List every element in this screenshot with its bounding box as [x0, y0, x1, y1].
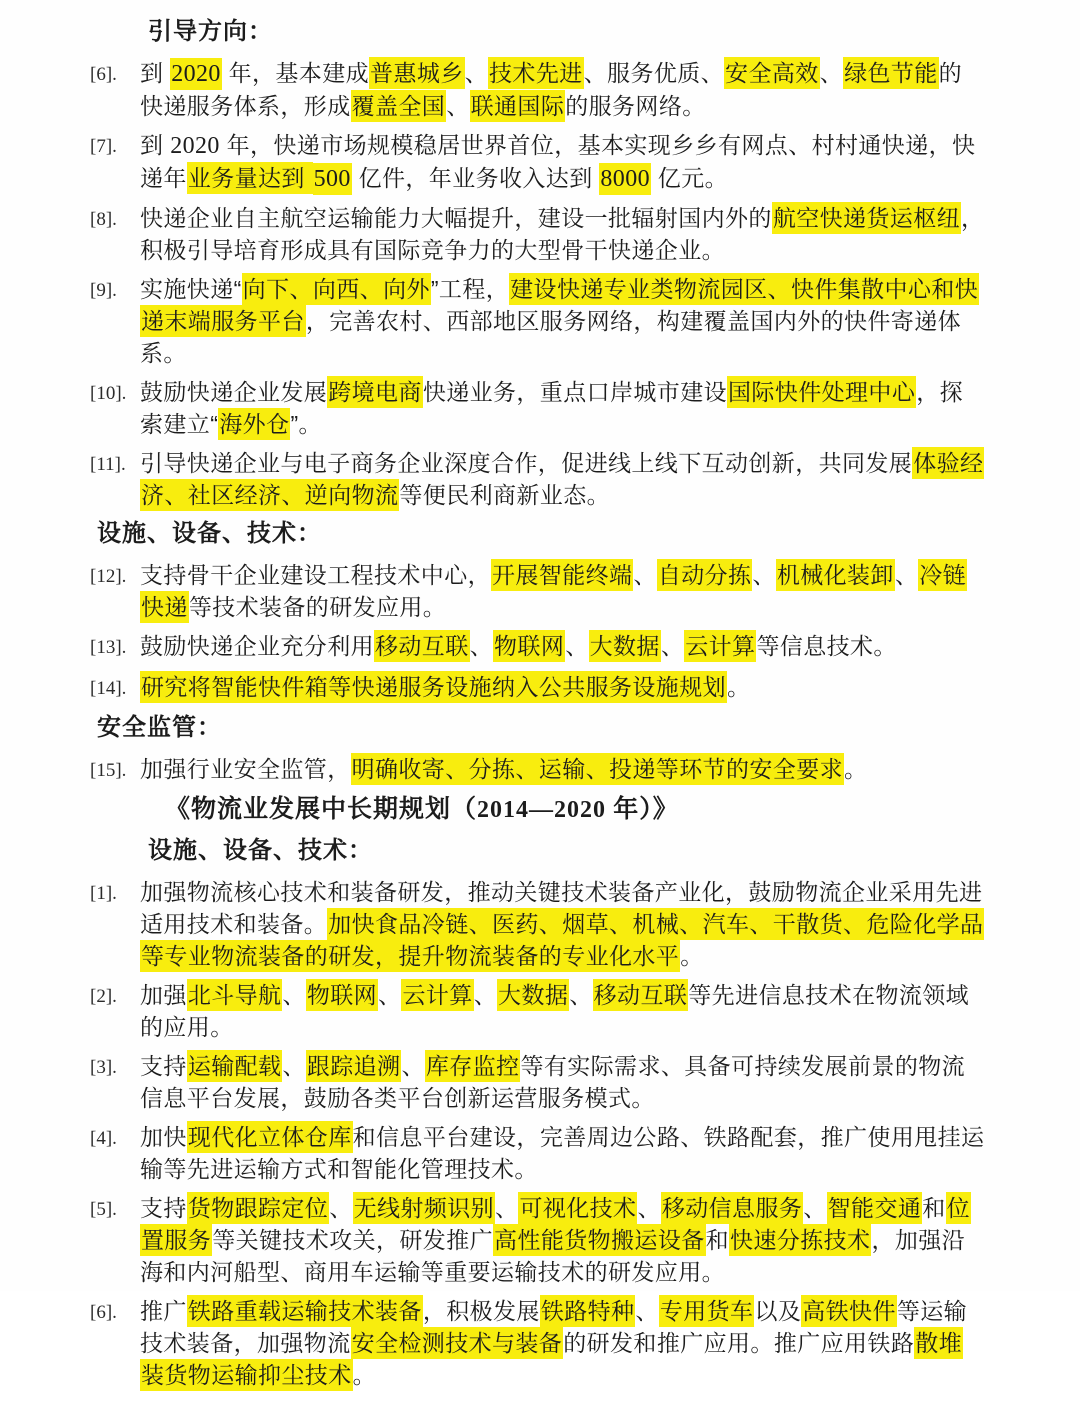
list-item	[90, 1295, 985, 1391]
item-text	[140, 1121, 985, 1185]
highlight-run: 运输配载	[187, 1050, 283, 1082]
list-item	[90, 376, 985, 440]
text-run: 等关键技术攻关，研发推广	[212, 1227, 494, 1253]
item-text	[140, 129, 985, 195]
section-heading	[97, 518, 985, 550]
text-run: 、	[401, 1053, 425, 1079]
item-label: [8].	[90, 209, 117, 230]
text-run: 支持	[140, 1195, 187, 1221]
text-run: 加强物流核心技术和装备研发，推动关键技术装备产业化，鼓励物流企业采用先进适用技术和装备。	[140, 879, 983, 937]
text-run: 等先进信息技术在物流领域的应用。	[140, 982, 970, 1040]
text-run: 、	[819, 60, 844, 86]
item-label: [13].	[90, 637, 127, 658]
highlight-run: 研究将智能快件箱等快递服务设施纳入公共服务设施规划	[140, 671, 727, 703]
highlight-run: 现代化立体仓库	[187, 1121, 353, 1153]
text-run: 加强	[140, 982, 187, 1008]
section-heading	[148, 16, 985, 48]
item-label: [5].	[90, 1199, 117, 1220]
highlight-run: 冷链快递	[140, 559, 967, 623]
highlight-run: 快速分拣技术	[729, 1224, 871, 1256]
text-run: 、	[635, 1298, 659, 1324]
highlight-run: 向下、向西、向外	[242, 273, 431, 305]
highlight-run: 高铁快件	[801, 1295, 897, 1327]
list-item	[90, 1192, 985, 1288]
list-item	[90, 202, 985, 266]
text-run: 鼓励快递企业发展	[140, 379, 328, 405]
text-run: 、	[378, 982, 402, 1008]
text-run: ，加强沿海和内河船型、商用车运输等重要运输技术的研发应用。	[140, 1227, 966, 1285]
highlight-run: 物联网	[306, 979, 378, 1011]
item-label: [6].	[90, 64, 117, 85]
highlight-run: 云计算	[401, 979, 473, 1011]
list-item	[90, 1050, 985, 1114]
text-run: 。	[352, 1362, 377, 1388]
text-run: ，探索建立“	[140, 379, 964, 437]
text-run: 和	[922, 1195, 946, 1221]
item-label: [2].	[90, 986, 117, 1007]
text-run: 到	[140, 132, 171, 158]
text-run: 和	[705, 1227, 730, 1253]
highlight-run: 可视化技术	[518, 1192, 637, 1224]
highlight-run: 明确收寄、分拣、运输、投递等环节的安全要求	[351, 753, 844, 785]
item-label: [14].	[90, 678, 127, 699]
text-run: 的研发和推广应用。推广应用铁路	[563, 1330, 915, 1356]
highlight-run: 散堆装货物运输抑尘技术	[140, 1327, 963, 1391]
item-label: [3].	[90, 1057, 117, 1078]
highlight-run: 8000	[599, 163, 651, 195]
text-run: ，积极发展	[422, 1298, 540, 1324]
text-run: 推广	[140, 1298, 187, 1324]
text-run: 实施快递“	[140, 276, 242, 302]
text-run: 年）》	[606, 796, 679, 823]
text-run: 2020	[170, 133, 220, 159]
list-item	[90, 876, 985, 972]
text-run: 、	[803, 1195, 827, 1221]
text-run: 、	[464, 60, 489, 86]
highlight-run: 物联网	[493, 630, 565, 662]
highlight-run: 跟踪追溯	[306, 1050, 402, 1082]
text-run: 、	[282, 982, 306, 1008]
highlight-run: 加快食品冷链、医药、烟草、机械、汽车、干散货、危险化学品等专业物流装备的研发，提升物流装备的专业化水平	[140, 908, 984, 972]
highlight-run: 移动互联	[374, 630, 470, 662]
text-run: 等便民利商新业态。	[399, 482, 611, 508]
item-text	[140, 876, 985, 972]
list-item	[90, 273, 985, 369]
highlight-run: 智能交通	[827, 1192, 923, 1224]
text-run: 。	[727, 674, 751, 700]
section-heading	[97, 712, 985, 744]
highlight-run: 联通国际	[470, 90, 566, 122]
text-run: 亿元。	[651, 165, 729, 191]
highlight-run: 2020	[170, 58, 222, 90]
text-run: 等技术装备的研发应用。	[188, 594, 447, 620]
text-run: ”工程，	[430, 276, 510, 302]
list-item	[90, 671, 985, 705]
text-run: 、	[495, 1195, 519, 1221]
highlight-run: 铁路特种	[540, 1295, 636, 1327]
text-run: 引导快递企业与电子商务企业深度合作，促进线上线下互动创新，共同发展	[140, 450, 913, 476]
list-item	[90, 1121, 985, 1185]
text-run: 的快递服务体系，形成	[140, 60, 963, 119]
list-item	[90, 559, 985, 623]
highlight-run: 安全检测技术与装备	[351, 1327, 564, 1359]
item-text	[140, 447, 985, 511]
item-text	[140, 559, 985, 623]
highlight-run: 北斗导航	[187, 979, 283, 1011]
highlight-run: 开展智能终端	[491, 559, 633, 591]
text-run: 引导方向：	[148, 18, 273, 45]
text-run: 安全监管：	[97, 714, 222, 741]
list-item	[90, 57, 985, 122]
item-label: [7].	[90, 136, 117, 157]
text-run: 支持	[140, 1053, 187, 1079]
list-item	[90, 129, 985, 195]
text-run: 、	[282, 1053, 306, 1079]
highlight-run: 建设快递专业类物流园区、快件集散中心和快递末端服务平台	[140, 273, 979, 337]
highlight-run: 移动信息服务	[661, 1192, 803, 1224]
highlight-run: 500	[313, 163, 352, 195]
text-run: 、服务优质、	[583, 60, 725, 86]
item-label: [12].	[90, 566, 127, 587]
highlight-run: 移动互联	[593, 979, 689, 1011]
item-label: [11].	[90, 454, 126, 475]
text-run: ”。	[290, 411, 322, 437]
item-text	[140, 753, 985, 785]
highlight-run: 专用货车	[659, 1295, 755, 1327]
highlight-run: 大数据	[497, 979, 569, 1011]
text-run: 设施、设备、技术：	[97, 520, 322, 547]
highlight-run: 海外仓	[218, 408, 290, 440]
item-label: [15].	[90, 760, 127, 781]
item-label: [4].	[90, 1128, 117, 1149]
text-run: 年，快递市场规模稳居世界首位，基本实现乡乡有网点、村村通快递，快递年	[140, 132, 976, 191]
text-run: 和信息平台建设，完善周边公路、铁路配套，推广使用甩挂运输等先进运输方式和智能化管理技术。	[140, 1124, 985, 1182]
text-run: 支持骨干企业建设工程技术中心，	[140, 562, 491, 588]
text-run: 、	[565, 633, 589, 659]
highlight-run: 绿色节能	[843, 57, 939, 89]
item-label: [1].	[90, 883, 117, 904]
text-run: 、	[894, 562, 919, 588]
highlight-run: 货物跟踪定位	[187, 1192, 329, 1224]
highlight-run: 技术先进	[488, 57, 584, 89]
text-run: 、	[633, 562, 657, 588]
item-text	[140, 1192, 985, 1288]
highlight-run: 业务量达到	[187, 162, 313, 194]
item-label: [9].	[90, 280, 117, 301]
text-run: 。	[680, 943, 704, 969]
text-run: 的服务网络。	[565, 93, 706, 119]
list-item	[90, 447, 985, 511]
item-text	[140, 630, 985, 662]
text-run: 设施、设备、技术：	[148, 837, 373, 864]
text-run: 、	[469, 633, 494, 659]
text-run: 加强行业安全监管，	[140, 756, 351, 782]
highlight-run: 铁路重载运输技术装备	[187, 1295, 423, 1327]
highlight-run: 云计算	[684, 630, 756, 662]
item-text	[140, 273, 985, 369]
text-run: 、	[660, 633, 685, 659]
text-run: 、	[446, 93, 470, 119]
item-text	[140, 1050, 985, 1114]
text-run: 、	[637, 1195, 661, 1221]
list-item	[90, 753, 985, 787]
text-run: 快递业务，重点口岸城市建设	[422, 379, 728, 405]
item-text	[140, 671, 985, 703]
text-run: 等有实际需求、具备可持续发展前景的物流信息平台发展，鼓励各类平台创新运营服务模式。	[140, 1053, 966, 1111]
doc-title	[165, 794, 985, 826]
text-run: 、	[569, 982, 593, 1008]
highlight-run: 覆盖全国	[351, 90, 447, 122]
text-run: 。	[844, 756, 868, 782]
highlight-run: 自动分拣	[657, 559, 753, 591]
highlight-run: 跨境电商	[327, 376, 423, 408]
highlight-run: 库存监控	[425, 1050, 521, 1082]
highlight-run: 无线射频识别	[353, 1192, 495, 1224]
highlight-run: 航空快递货运枢纽	[772, 202, 961, 234]
text-run: 、	[473, 982, 498, 1008]
text-run: 、	[752, 562, 776, 588]
text-run: 2014—2020	[477, 797, 607, 823]
item-label: [10].	[90, 383, 127, 404]
text-run: 到	[140, 60, 171, 86]
highlight-run: 国际快件处理中心	[727, 376, 916, 408]
highlight-run: 位置服务	[140, 1192, 971, 1256]
text-run: 、	[329, 1195, 353, 1221]
item-text	[140, 57, 985, 122]
highlight-run: 高性能货物搬运设备	[493, 1224, 706, 1256]
text-run: 年，基本建成	[221, 60, 370, 86]
highlight-run: 体验经济、社区经济、逆向物流	[140, 447, 984, 511]
item-text	[140, 1295, 985, 1391]
text-run: 加快	[140, 1124, 187, 1150]
list-item	[90, 979, 985, 1043]
highlight-run: 普惠城乡	[369, 57, 465, 89]
list-item	[90, 630, 985, 664]
highlight-run: 大数据	[589, 630, 661, 662]
text-run: 《物流业发展中长期规划（	[165, 796, 478, 823]
text-run: 亿件，年业务收入达到	[351, 165, 600, 191]
text-run: ，完善农村、西部地区服务网络，构建覆盖国内外的快件寄递体系。	[140, 308, 962, 366]
text-run: 快递企业自主航空运输能力大幅提升，建设一批辐射国内外的	[140, 205, 772, 231]
item-text	[140, 979, 985, 1043]
text-run: ，积极引导培育形成具有国际竞争力的大型骨干快递企业。	[140, 205, 985, 263]
text-run: 以及	[754, 1298, 802, 1324]
text-run: 等运输技术装备，加强物流	[140, 1298, 968, 1356]
text-run: 鼓励快递企业充分利用	[140, 633, 374, 659]
item-label: [6].	[90, 1302, 117, 1323]
highlight-run: 机械化装卸	[776, 559, 895, 591]
text-run: 等信息技术。	[756, 633, 897, 659]
section-heading	[148, 835, 985, 867]
item-text	[140, 376, 985, 440]
highlight-run: 安全高效	[724, 57, 820, 89]
item-text	[140, 202, 985, 266]
